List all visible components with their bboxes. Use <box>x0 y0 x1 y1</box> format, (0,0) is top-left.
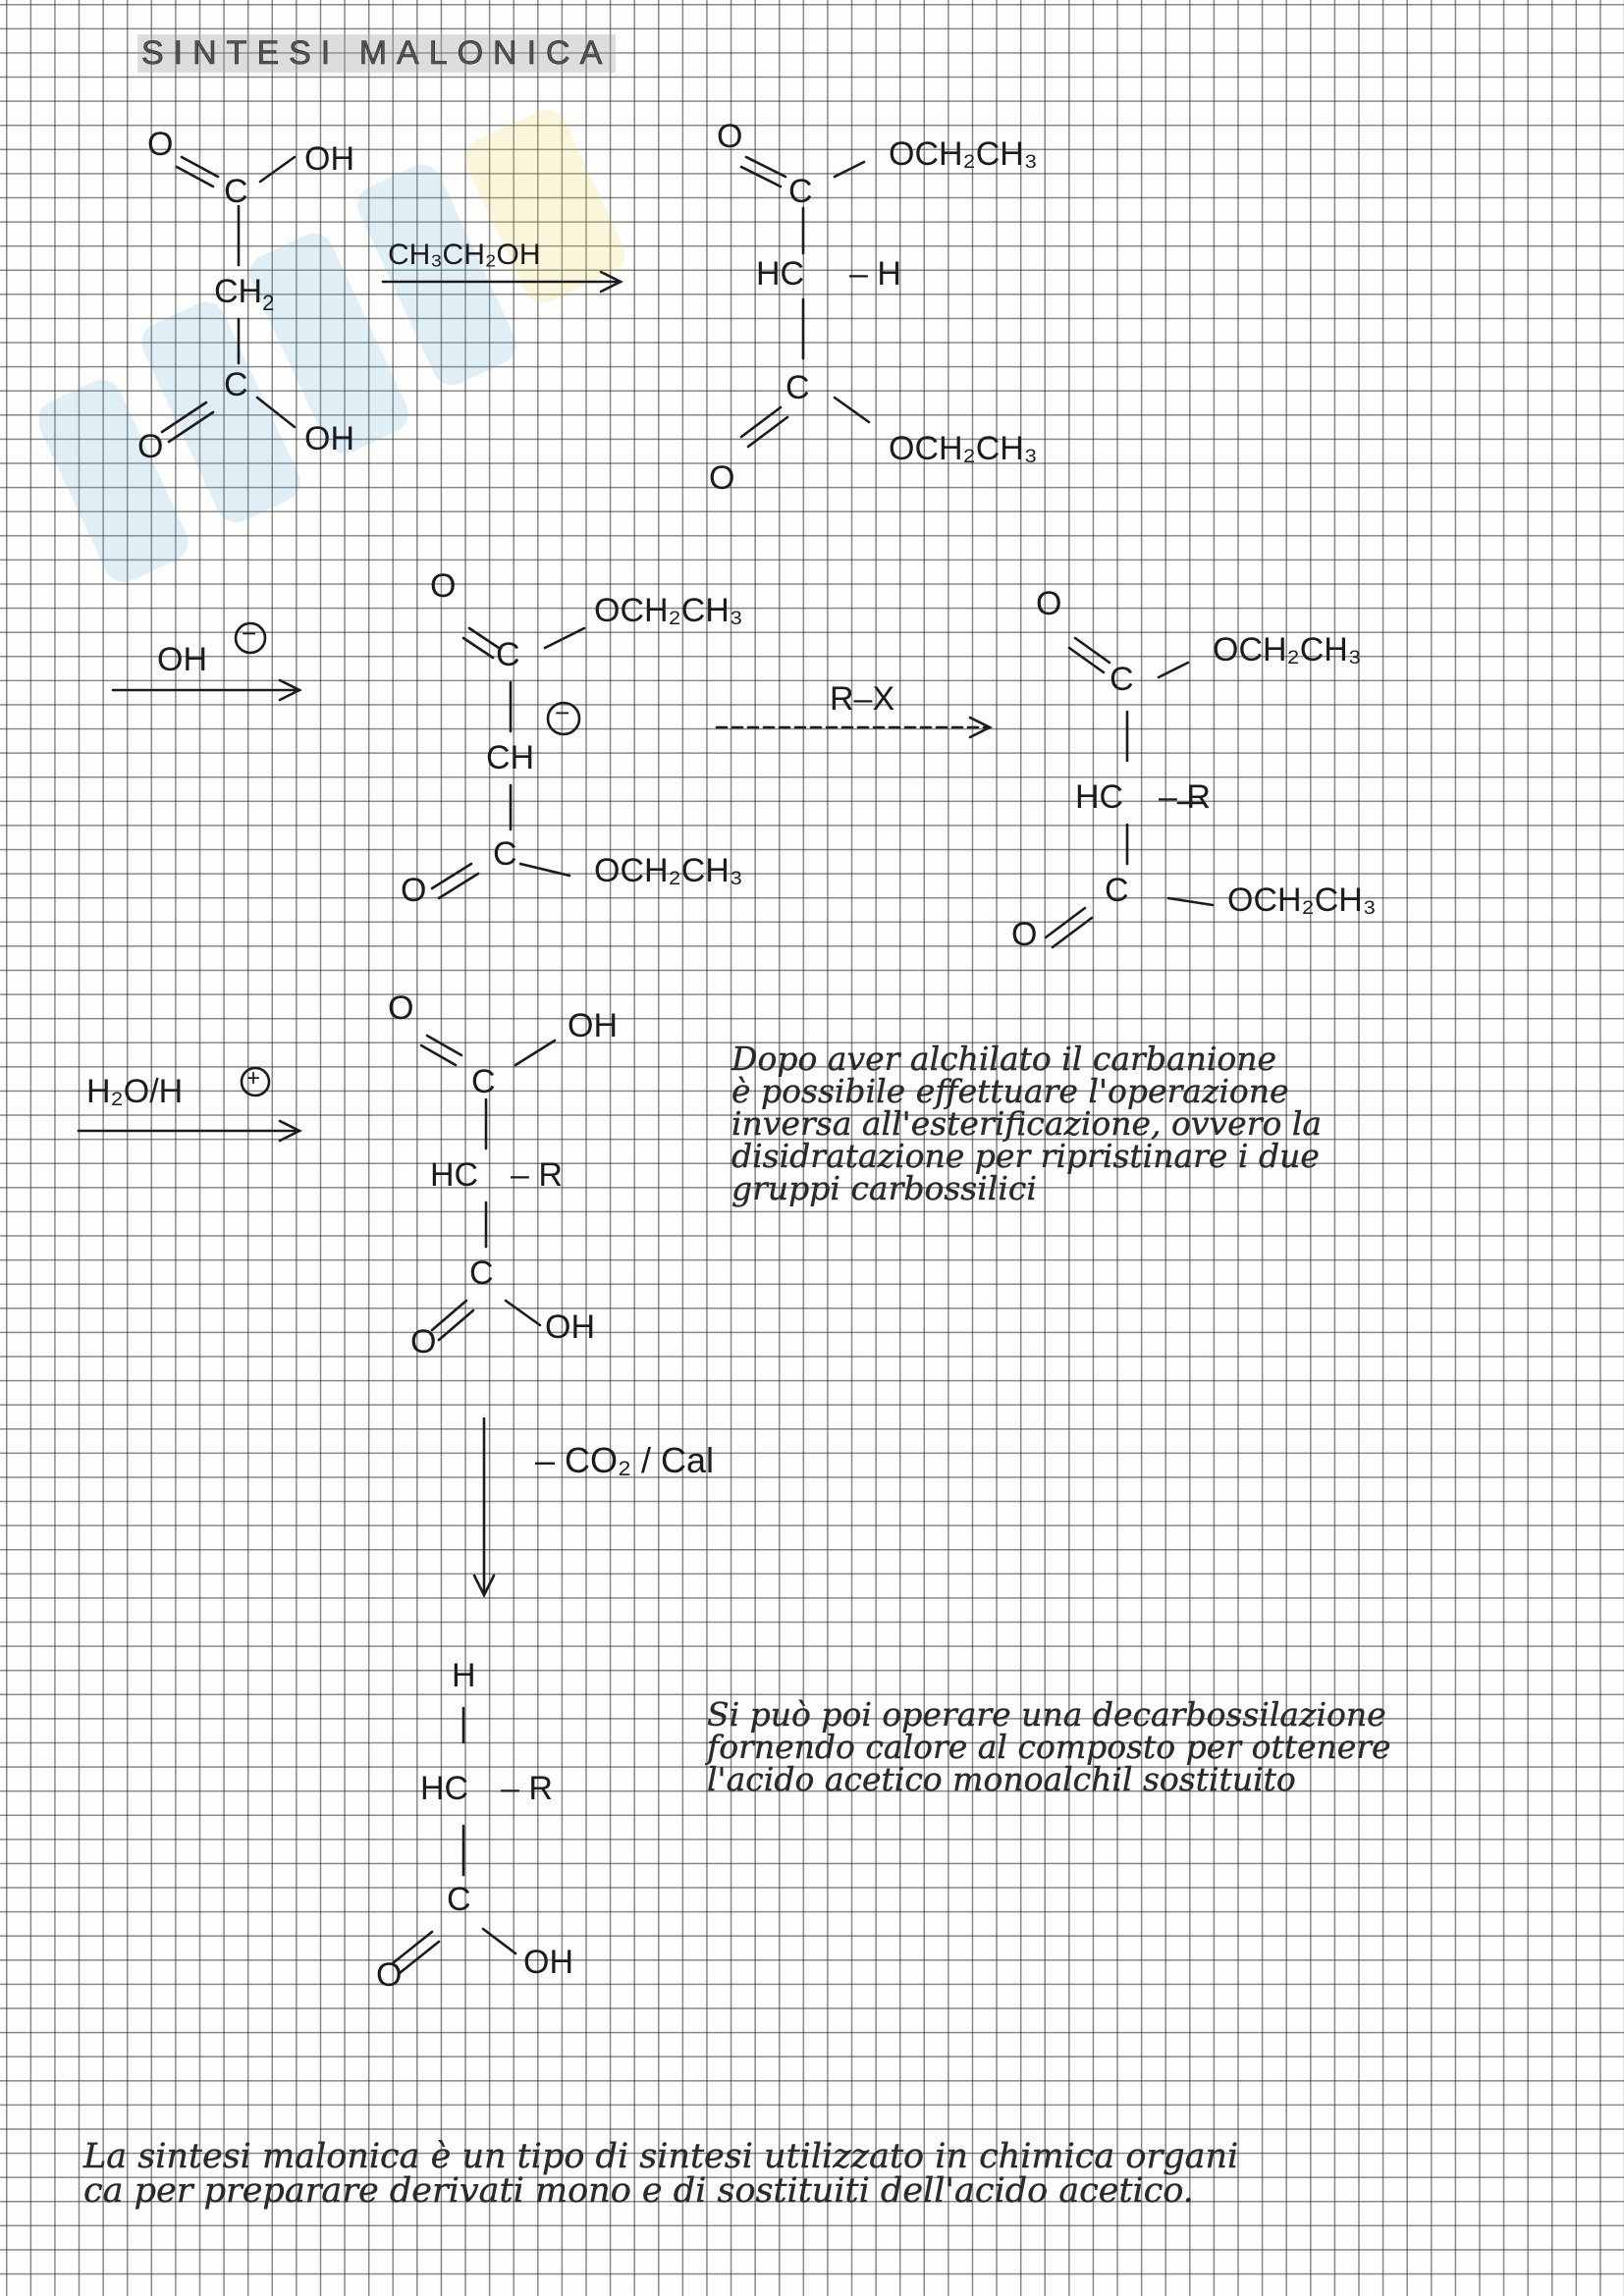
group-oh: OH <box>568 1007 618 1044</box>
atom-o: O <box>388 989 414 1027</box>
reagent-ethanol: CH₃CH₂OH <box>388 239 541 271</box>
carbanion-charge: − <box>555 698 570 727</box>
group-oet: OCH₂CH₃ <box>889 430 1038 467</box>
atom-h: H <box>452 1657 476 1694</box>
atom-c: C <box>447 1881 471 1918</box>
note-decarboxylation <box>707 1695 1391 1798</box>
atom-o: O <box>1011 916 1038 953</box>
negative-charge: − <box>242 618 257 648</box>
atom-c: C <box>224 366 248 403</box>
atom-o: O <box>1036 585 1062 622</box>
group-oh: OH <box>523 1944 573 1981</box>
atom-o: O <box>410 1323 437 1361</box>
atom-h: – H <box>849 255 901 293</box>
reagent-alkyl-halide: R–X <box>830 680 895 718</box>
reagent-acid-hydrolysis: H₂O/H <box>86 1073 184 1110</box>
atom-c: C <box>1105 872 1129 909</box>
atom-o: O <box>717 118 743 155</box>
atom-c: C <box>471 1063 496 1100</box>
atom-c: C <box>496 636 520 673</box>
group-ch: CH <box>486 739 535 776</box>
atom-o: O <box>401 872 427 909</box>
group-oet: OCH₂CH₃ <box>1213 631 1362 668</box>
reagent-hydroxide: OH <box>157 641 207 678</box>
group-hc: HC <box>1075 778 1124 816</box>
note-line: ca per preparare derivati mono e di sostituiti dell'acido acetico. <box>83 2171 1194 2211</box>
note-line: Dopo aver alchilato il carbanione <box>731 1040 1277 1078</box>
atom-c: C <box>785 369 810 406</box>
note-line: La sintesi malonica è un tipo di sintesi utilizzato in chimica organi <box>83 2137 1239 2176</box>
note-line: disidratazione per ripristinare i due <box>731 1137 1320 1175</box>
atom-c: C <box>788 173 813 210</box>
group-oet: OCH₂CH₃ <box>594 852 743 889</box>
page-title: SINTESI MALONICA <box>137 34 616 73</box>
note-line: l'acido acetico monoalchil sostituito <box>707 1760 1296 1798</box>
note-line: inversa all'esterificazione, ovvero la <box>731 1104 1323 1143</box>
group-oh: OH <box>304 420 354 457</box>
group-oet: OCH₂CH₃ <box>1227 881 1377 919</box>
atom-o: O <box>430 567 457 605</box>
group-hc: HC <box>420 1770 469 1807</box>
note-conclusion <box>83 2137 1239 2211</box>
reagent-decarboxylation: – CO₂ / Cal <box>535 1440 715 1480</box>
group-ch2: $CH_2$ <box>214 273 275 315</box>
group-r: – R <box>1159 778 1211 816</box>
note-line: Si può poi operare una decarbossilazione <box>707 1695 1386 1734</box>
group-r: – R <box>511 1156 563 1194</box>
note-hydrolysis <box>731 1040 1323 1207</box>
group-hc: HC <box>756 255 805 293</box>
group-oet: OCH₂CH₃ <box>889 135 1038 173</box>
group-oet: OCH₂CH₃ <box>594 592 743 629</box>
group-oh: OH <box>304 140 354 178</box>
group-r: – R <box>501 1770 553 1807</box>
note-line: è possibile effettuare l'operazione <box>731 1072 1289 1110</box>
atom-o: O <box>376 1956 403 1994</box>
atom-c: C <box>224 173 248 210</box>
atom-c: C <box>469 1255 494 1292</box>
note-line: fornendo calore al composto per ottenere <box>707 1728 1391 1766</box>
group-hc: HC <box>430 1156 479 1194</box>
positive-charge: + <box>246 1065 261 1092</box>
atom-c: C <box>493 835 517 873</box>
note-line: gruppi carbossilici <box>731 1169 1037 1207</box>
atom-o: O <box>147 126 174 163</box>
group-oh: OH <box>545 1308 595 1346</box>
atom-o: O <box>709 459 735 497</box>
atom-c: C <box>1110 661 1134 698</box>
atom-o: O <box>137 428 164 465</box>
